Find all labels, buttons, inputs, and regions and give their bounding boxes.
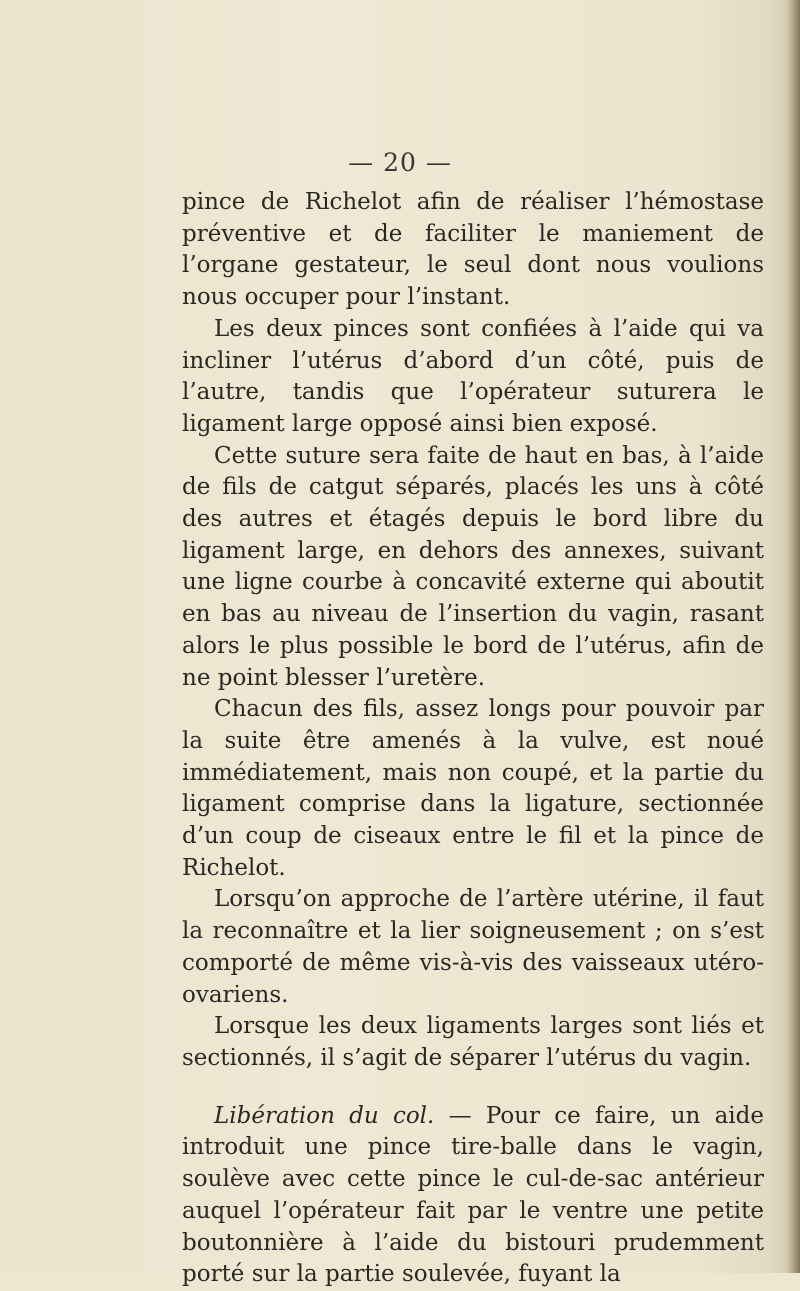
- section-paragraph: [182, 1101, 764, 1291]
- page-number: — 20 —: [348, 148, 452, 177]
- paragraph-3: Cette suture sera faite de haut en bas, à l’aide de fils de catgut séparés, placés les uns à côté des autres et étagés depuis le bord libre du ligament large, en dehors des annexes, suivant une ligne courbe à concavité externe qui aboutit en bas au niveau de l’insertion du vagin, rasant alors le plus possible le bord de l’utérus, afin de ne point blesser l’uretère.: [182, 442, 764, 691]
- section-title: Libération du col.: [214, 1102, 435, 1129]
- paragraph-1: pince de Richelot afin de réaliser l’hémostase préventive et de faciliter le maniement de l’organe gestateur, le seul dont nous voulions nous occuper pour l’instant.: [182, 189, 764, 311]
- section-text: — Pour ce faire, un aide introduit une pince tire-balle dans le vagin, soulève avec cette pince le cul-de-sac antérieur auquel l’opérateur fait par le ventre une petite boutonnière à l’aide du bistouri prudemment porté sur la partie soulevée, fuyant la: [182, 1102, 764, 1288]
- page-edge-shadow: [786, 0, 800, 1273]
- body-text: [182, 187, 764, 1291]
- paragraph-4: Chacun des fils, assez longs pour pouvoir par la suite être amenés à la vulve, est noué immédiatement, mais non coupé, et la partie du ligament comprise dans la ligature, sectionnée d’un coup de ciseaux entre le fil et la pince de Richelot.: [182, 696, 764, 881]
- paragraph-6: Lorsque les deux ligaments larges sont liés et sectionnés, il s’agit de séparer l’utérus du vagin.: [182, 1013, 764, 1071]
- paragraph-2: Les deux pinces sont confiées à l’aide qui va incliner l’utérus d’abord d’un côté, puis de l’autre, tandis que l’opérateur suturera le ligament large opposé ainsi bien exposé.: [182, 315, 764, 437]
- paragraph-5: Lorsqu’on approche de l’artère utérine, il faut la reconnaître et la lier soigneusement ; on s’est comporté de même vis-à-vis des vaisseaux utéro-ovariens.: [182, 886, 764, 1008]
